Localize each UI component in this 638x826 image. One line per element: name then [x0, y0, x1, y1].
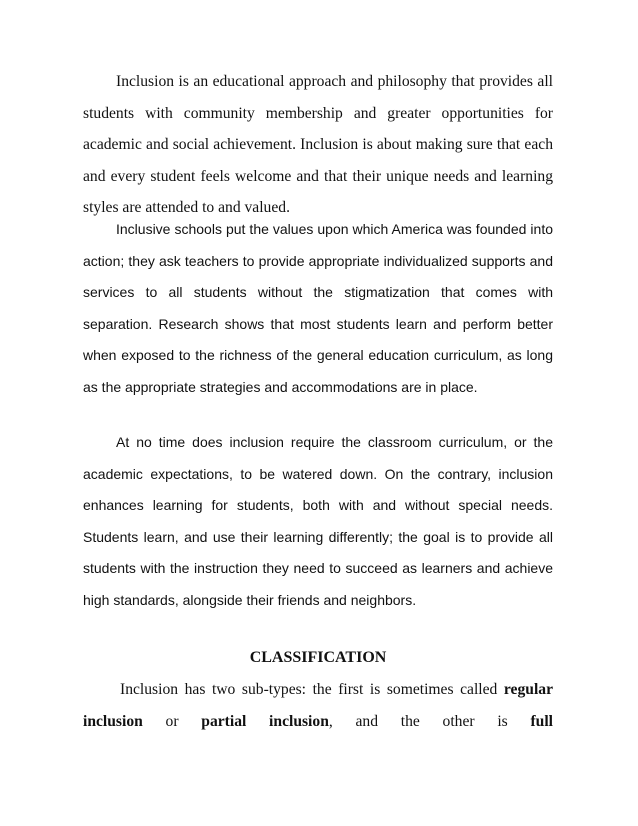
term-full: full	[530, 712, 553, 730]
paragraph-inclusive-schools: Inclusive schools put the values upon which America was founded into action; they ask teachers to provide appropriate individualized supports and services to all students without the stigmatization that comes with separation. Research shows that most students learn and perform better when exposed to the richness of the general education curriculum, as long as the appropriate strategies and accommodations are in place.	[83, 221, 553, 395]
paragraph-inclusion-definition: Inclusion is an educational approach and philosophy that provides all students with community membership and greater opportunities for academic and social achievement. Inclusion is about making sure that each and every student feels welcome and that their unique needs and learning styles are attended to and valued.	[83, 73, 553, 217]
classification-after-text: , and the other is	[328, 712, 508, 730]
paragraph-curriculum-expectations: At no time does inclusion require the classroom curriculum, or the academic expectations, to be watered down. On the contrary, inclusion enhances learning for students, both with and without special needs. Students learn, and use their learning differently; the goal is to provide all students with the instruction they need to succeed as learners and achieve high standards, alongside their friends and neighbors.	[83, 434, 553, 608]
classification-lead-text: Inclusion has two sub-types: the first is sometimes called	[120, 681, 498, 698]
section-heading-classification: CLASSIFICATION	[249, 649, 387, 666]
term-regular-inclusion: regular inclusion	[83, 681, 554, 730]
classification-connector-text: or	[165, 712, 179, 730]
paragraph-classification	[83, 674, 553, 737]
term-partial-inclusion: partial inclusion	[201, 712, 329, 730]
